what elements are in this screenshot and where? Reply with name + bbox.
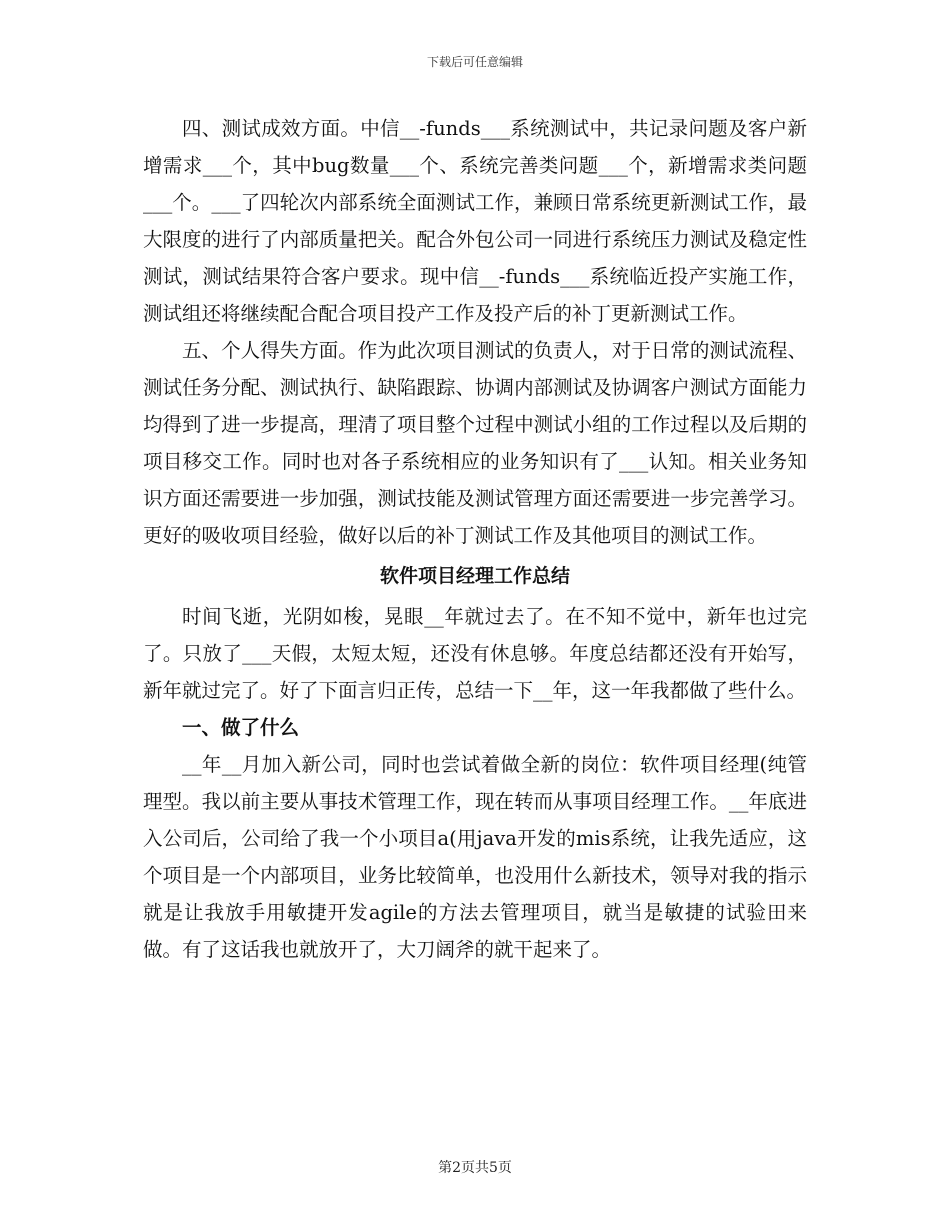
paragraph-what-done: __年__月加入新公司，同时也尝试着做全新的岗位：软件项目经理(纯管理型。我以前主要从事技术管理工作，现在转而从事项目经理工作。__年底进入公司后，公司给了我一个小项目a(用java开发的mis系统，让我先适应，这个项目是一个内部项目，业务比较简单，也没用什么新技术，领导对我的指示就是让我放手用敏捷开发agile的方法去管理项目，就当是敏捷的试验田来做。有了这话我也就放开了，大刀阔斧的就干起来了。 [143, 753, 807, 961]
subheading: 一、做了什么 [182, 716, 300, 739]
page-header: 下载后可任意编辑 [426, 55, 523, 69]
paragraph-personal-gains: 五、个人得失方面。作为此次项目测试的负责人，对于日常的测试流程、测试任务分配、测试执行、缺陷跟踪、协调内部测试及协调客户测试方面能力均得到了进一步提高，理清了项目整个过程中测试小组的工作过程以及后期的项目移交工作。同时也对各子系统相应的业务知识有了___认知。相关业务知识方面还需要进一步加强，测试技能及测试管理方面还需要进一步完善学习。更好的吸收项目经验，做好以后的补丁测试工作及其他项目的测试工作。 [143, 339, 807, 547]
document-body [143, 110, 807, 968]
paragraph-testing-results: 四、测试成效方面。中信__-funds___系统测试中，共记录问题及客户新增需求___个，其中bug数量___个、系统完善类问题___个，新增需求类问题___个。___了四轮次内部系统全面测试工作，兼顾日常系统更新测试工作，最大限度的进行了内部质量把关。配合外包公司一同进行系统压力测试及稳定性测试，测试结果符合客户要求。现中信__-funds___系统临近投产实施工作，测试组还将继续配合配合项目投产工作及投产后的补丁更新测试工作。 [143, 117, 807, 325]
paragraph-intro: 时间飞逝，光阴如梭，晃眼__年就过去了。在不知不觉中，新年也过完了。只放了___天假，太短太短，还没有休息够。年度总结都还没有开始写，新年就过完了。好了下面言归正传，总结一下__年，这一年我都做了些什么。 [143, 605, 807, 702]
page-footer: 第2页共5页 [438, 1160, 512, 1176]
section-title: 软件项目经理工作总结 [379, 565, 570, 587]
